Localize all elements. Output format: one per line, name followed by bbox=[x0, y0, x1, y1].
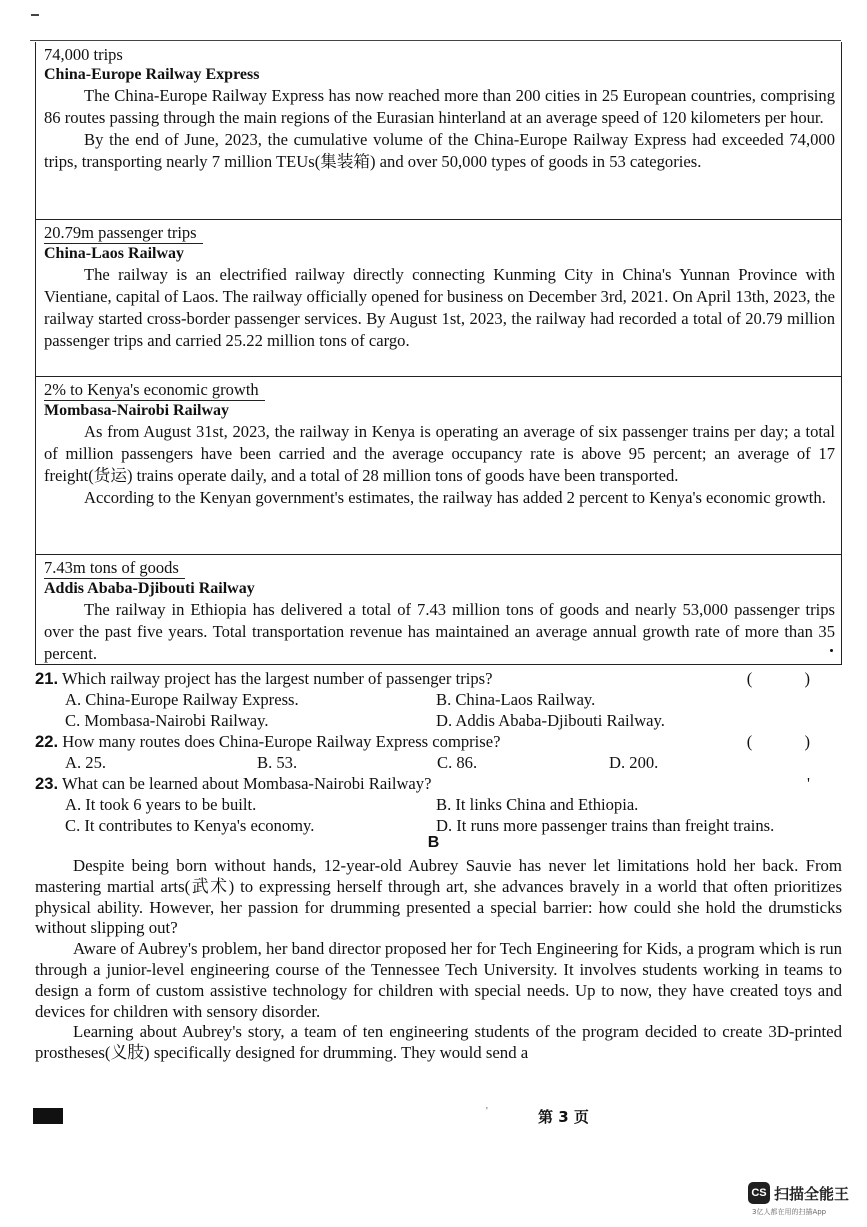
option-a: A. China-Europe Railway Express. bbox=[65, 690, 299, 709]
section-title: Addis Ababa-Djibouti Railway bbox=[44, 580, 255, 597]
reading-passage bbox=[35, 856, 842, 1064]
section-title: China-Europe Railway Express bbox=[44, 66, 260, 83]
passage-paragraph: Aware of Aubrey's problem, her band director proposed her for Tech Engineering for Kids, a program which is run through a junior-level engineering course of the Tennessee Tech University. It involves students working in teams to design a form of custom assistive technology for children with special needs. Up to now, they have created toys and devices for children with sensory disorder. bbox=[35, 939, 842, 1021]
option-c: C. Mombasa-Nairobi Railway. bbox=[65, 711, 269, 730]
option-d: D. It runs more passenger trains than freight trains. bbox=[436, 816, 775, 835]
ink-dot bbox=[830, 649, 833, 652]
section-china-laos bbox=[35, 220, 842, 377]
options-21 bbox=[35, 689, 842, 731]
section-paragraph: The China-Europe Railway Express has now reached more than 200 cities in 25 European countries, comprising 86 routes passing through the main regions of the Eurasian hinterland at an average speed of 120 kilometers per hour. bbox=[44, 86, 835, 127]
section-title: China-Laos Railway bbox=[44, 245, 185, 262]
answer-bracket: ( ) bbox=[746, 669, 834, 688]
section-china-europe bbox=[35, 42, 842, 220]
railway-info-table bbox=[35, 42, 842, 665]
answer-bracket: ' bbox=[807, 774, 834, 793]
question-number: 21. bbox=[35, 669, 59, 688]
section-addis-djibouti bbox=[35, 555, 842, 665]
question-text: Which railway project has the largest number of passenger trips? bbox=[61, 669, 493, 688]
scanner-watermark bbox=[748, 1182, 849, 1204]
passage-paragraph: Despite being born without hands, 12-year-old Aubrey Sauvie has never let limitations hold her back. From mastering martial arts(武术) to expressing herself through art, she advances bravely in a world that often prioritizes physical ability. However, her passion for drumming presented a special barrier: how could she hold the drumsticks without slipping out? bbox=[35, 856, 842, 938]
section-paragraph: According to the Kenyan government's estimates, the railway has added 2 percent to Kenya's economic growth. bbox=[84, 488, 826, 507]
option-b: B. It links China and Ethiopia. bbox=[436, 795, 639, 814]
question-text: How many routes does China-Europe Railway Express comprise? bbox=[62, 732, 501, 751]
footer-tick: ' bbox=[486, 1106, 488, 1117]
section-tag: 74,000 trips bbox=[44, 45, 123, 64]
question-21 bbox=[35, 668, 842, 689]
option-a: A. 25. bbox=[65, 753, 107, 772]
scan-mark bbox=[31, 14, 39, 16]
question-23 bbox=[35, 773, 842, 794]
options-22 bbox=[35, 752, 842, 773]
top-rule bbox=[30, 40, 841, 41]
question-number: 23. bbox=[35, 774, 59, 793]
option-b: B. China-Laos Railway. bbox=[436, 690, 596, 709]
option-d: D. 200. bbox=[609, 753, 659, 772]
option-d: D. Addis Ababa-Djibouti Railway. bbox=[436, 711, 665, 730]
passage-paragraph: Learning about Aubrey's story, a team of ten engineering students of the program decided to create 3D-printed prostheses(义肢) specifically designed for drumming. They would send a bbox=[35, 1022, 842, 1063]
section-tag: 2% to Kenya's economic growth bbox=[44, 379, 265, 401]
section-tag: 7.43m tons of goods bbox=[44, 557, 185, 579]
option-b: B. 53. bbox=[257, 753, 298, 772]
section-title: Mombasa-Nairobi Railway bbox=[44, 402, 230, 419]
part-label: B bbox=[427, 834, 440, 851]
section-mombasa-nairobi bbox=[35, 377, 842, 555]
question-list bbox=[35, 668, 842, 836]
options-23 bbox=[35, 794, 842, 836]
option-c: C. 86. bbox=[437, 753, 478, 772]
watermark-tagline: 3亿人都在用的扫描App bbox=[752, 1208, 827, 1216]
section-paragraph: The railway in Ethiopia has delivered a total of 7.43 million tons of goods and nearly 53,000 passenger trips over the past five years. Total transportation revenue has maintained an average annual growth rate of more than 35 percent. bbox=[44, 600, 835, 663]
camscanner-icon: CS bbox=[748, 1182, 770, 1204]
page-number: 第 3 页 bbox=[538, 1108, 589, 1126]
question-text: What can be learned about Mombasa-Nairobi Railway? bbox=[61, 774, 432, 793]
section-paragraph: By the end of June, 2023, the cumulative volume of the China-Europe Railway Express had exceeded 74,000 trips, transporting nearly 7 million TEUs(集装箱) and over 50,000 types of goods in 53 categories. bbox=[44, 130, 835, 171]
watermark-name: 扫描全能王 bbox=[774, 1184, 850, 1203]
answer-bracket: ( ) bbox=[746, 732, 834, 751]
question-22 bbox=[35, 731, 842, 752]
section-paragraph: As from August 31st, 2023, the railway in Kenya is operating an average of six passenger trains per day; a total of million passengers have been carried and the average occupancy rate is above 95 percent; an average of 17 freight(货运) trains operate daily, and a total of 28 million tons of goods have been transported. bbox=[44, 422, 835, 485]
section-paragraph: The railway is an electrified railway directly connecting Kunming City in China's Yunnan Province with Vientiane, capital of Laos. The railway officially opened for business on December 3rd, 2021. On April 13th, 2023, the railway started cross-border passenger services. By August 1st, 2023, the railway had recorded a total of 20.79 million passenger trips and carried 25.22 million tons of cargo. bbox=[44, 265, 835, 350]
option-c: C. It contributes to Kenya's economy. bbox=[65, 816, 315, 835]
option-a: A. It took 6 years to be built. bbox=[65, 795, 257, 814]
question-number: 22. bbox=[35, 732, 59, 751]
footer-black-mark bbox=[33, 1108, 63, 1124]
section-tag: 20.79m passenger trips bbox=[44, 222, 203, 244]
